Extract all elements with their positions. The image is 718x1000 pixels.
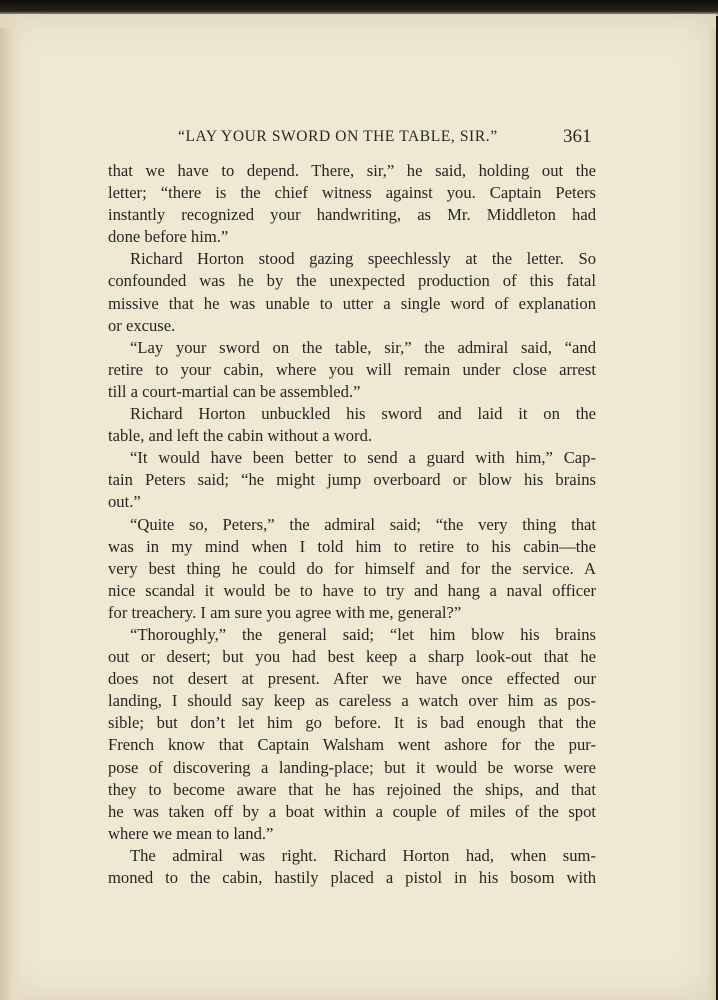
text-line: very best thing he could do for himself and for the service. A bbox=[108, 558, 596, 578]
running-head: “LAY YOUR SWORD ON THE TABLE, SIR.” bbox=[178, 128, 498, 145]
text-line: The admiral was right. Richard Horton had, when sum- bbox=[130, 845, 596, 865]
text-line: sible; but don’t let him go before. It is bad enough that the bbox=[108, 713, 596, 733]
text-line: was in my mind when I told him to retire to his cabin—the bbox=[108, 536, 596, 556]
text-line: pose of discovering a landing-place; but it would be worse were bbox=[108, 757, 596, 777]
text-line: missive that he was unable to utter a single word of explanation bbox=[108, 293, 596, 313]
text-line: that we have to depend. There, sir,” he said, holding out the bbox=[108, 161, 596, 180]
book-page bbox=[0, 14, 716, 1000]
text-line: where we mean to land.” bbox=[108, 823, 274, 843]
text-line: instantly recognized your handwriting, as Mr. Middleton had bbox=[108, 205, 596, 225]
text-line: French know that Captain Walsham went ashore for the pur- bbox=[108, 735, 596, 755]
text-line: Richard Horton unbuckled his sword and laid it on the bbox=[130, 404, 596, 424]
text-line: nice scandal it would be to have to try and hang a naval officer bbox=[108, 580, 596, 600]
page-binding-shadow bbox=[0, 28, 22, 1000]
text-line: tain Peters said; “he might jump overboard or blow his brains bbox=[108, 470, 596, 490]
text-line: done before him.” bbox=[108, 227, 229, 247]
text-line: letter; “there is the chief witness against you. Captain Peters bbox=[108, 183, 596, 203]
text-line: he was taken off by a boat within a couple of miles of the spot bbox=[108, 801, 596, 821]
text-line: for treachery. I am sure you agree with me, general?” bbox=[108, 602, 462, 622]
text-line: does not desert at present. After we have once effected our bbox=[108, 669, 596, 689]
text-line: or excuse. bbox=[108, 315, 176, 335]
text-line: till a court-martial can be assembled.” bbox=[108, 381, 361, 401]
body-text bbox=[108, 160, 596, 889]
page-right-edge bbox=[708, 28, 716, 1000]
text-line: “It would have been better to send a guard with him,” Cap- bbox=[130, 448, 596, 468]
text-line: table, and left the cabin without a word. bbox=[108, 426, 373, 446]
text-line: out.” bbox=[108, 492, 141, 512]
text-line: “Quite so, Peters,” the admiral said; “the very thing that bbox=[130, 514, 596, 534]
text-line: confounded was he by the unexpected production of this fatal bbox=[108, 271, 596, 291]
text-line: landing, I should say keep as careless a watch over him as pos- bbox=[108, 691, 596, 711]
text-line: “Thoroughly,” the general said; “let him blow his brains bbox=[130, 624, 596, 644]
text-line: out or desert; but you had best keep a sharp look-out that he bbox=[108, 647, 596, 667]
text-line: moned to the cabin, hastily placed a pistol in his bosom with bbox=[108, 868, 596, 887]
text-line: “Lay your sword on the table, sir,” the admiral said, “and bbox=[130, 337, 596, 357]
text-line: they to become aware that he has rejoined the ships, and that bbox=[108, 779, 596, 799]
text-line: Richard Horton stood gazing speechlessly at the letter. So bbox=[130, 249, 596, 269]
page-number: 361 bbox=[563, 126, 592, 147]
text-line: retire to your cabin, where you will remain under close arrest bbox=[108, 359, 596, 379]
